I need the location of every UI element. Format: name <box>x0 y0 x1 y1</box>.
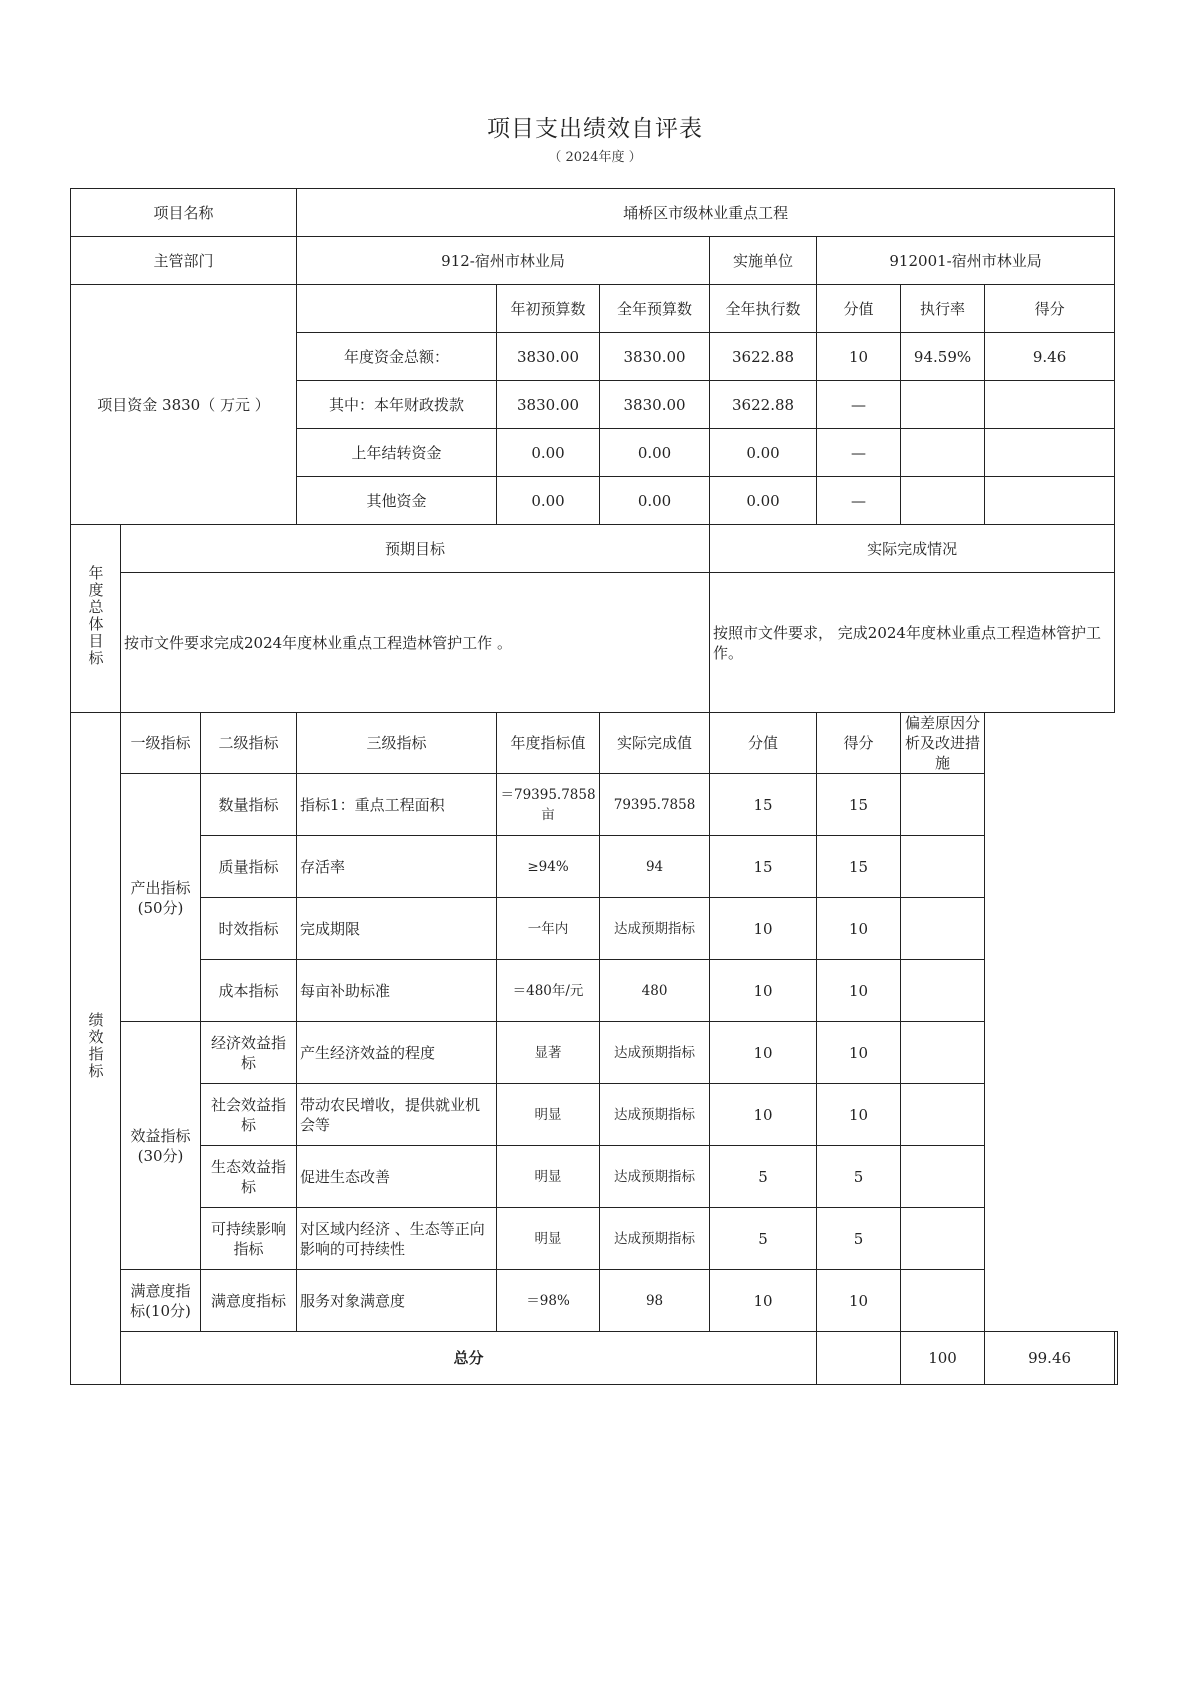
actual-result-header: 实际完成情况 <box>710 525 1115 573</box>
funds-row-rate <box>901 381 985 429</box>
funds-row-score <box>985 429 1115 477</box>
funds-row-executed: 0.00 <box>710 429 817 477</box>
level2: 成本指标 <box>201 960 297 1022</box>
funds-row-initial: 0.00 <box>497 429 600 477</box>
level2: 社会效益指标 <box>201 1084 297 1146</box>
actual: 79395.7858 <box>600 774 710 836</box>
impl-value: 912001-宿州市林业局 <box>817 237 1115 285</box>
indicator-row <box>71 960 1118 1022</box>
level2: 质量指标 <box>201 836 297 898</box>
target: 一年内 <box>497 898 600 960</box>
indicators-header-row <box>71 713 1118 774</box>
document-title: 项目支出绩效自评表 <box>487 116 703 142</box>
level3: 服务对象满意度 <box>297 1270 497 1332</box>
header-level1: 一级指标 <box>121 713 201 774</box>
funds-row-name: 年度资金总额： <box>297 333 497 381</box>
score: 10 <box>817 898 901 960</box>
funds-row-score <box>985 381 1115 429</box>
funds-row-weight: — <box>817 477 901 525</box>
score: 15 <box>817 836 901 898</box>
weight: 10 <box>710 960 817 1022</box>
funds-label: 项目资金 3830（ 万元 ） <box>71 285 297 525</box>
weight: 10 <box>710 898 817 960</box>
funds-row-rate: 94.59% <box>901 333 985 381</box>
indicator-row <box>71 1022 1118 1084</box>
dept-label: 主管部门 <box>71 237 297 285</box>
funds-header-annual: 全年预算数 <box>600 285 710 333</box>
funds-row-annual: 0.00 <box>600 477 710 525</box>
target: ＝79395.7858亩 <box>497 774 600 836</box>
target: 明显 <box>497 1208 600 1270</box>
total-deviation <box>1115 1332 1118 1385</box>
project-name-label: 项目名称 <box>71 189 297 237</box>
total-label: 总分 <box>121 1332 817 1385</box>
funds-row-annual: 0.00 <box>600 429 710 477</box>
funds-row-weight: 10 <box>817 333 901 381</box>
level1-benefit: 效益指标(30分) <box>121 1022 201 1270</box>
funds-row-annual: 3830.00 <box>600 333 710 381</box>
level2: 数量指标 <box>201 774 297 836</box>
score: 5 <box>817 1208 901 1270</box>
funds-row-executed: 3622.88 <box>710 333 817 381</box>
weight: 15 <box>710 836 817 898</box>
goals-content-row <box>71 573 1118 713</box>
score: 10 <box>817 1022 901 1084</box>
score: 10 <box>817 960 901 1022</box>
indicator-row <box>71 898 1118 960</box>
self-evaluation-table <box>70 188 1118 1385</box>
score: 10 <box>817 1084 901 1146</box>
deviation <box>901 1208 985 1270</box>
actual: 480 <box>600 960 710 1022</box>
goals-header-row <box>71 525 1118 573</box>
header-level3: 三级指标 <box>297 713 497 774</box>
funds-row-initial: 3830.00 <box>497 381 600 429</box>
header-target: 年度指标值 <box>497 713 600 774</box>
deviation <box>901 960 985 1022</box>
header-score: 得分 <box>817 713 901 774</box>
indicator-row <box>71 1084 1118 1146</box>
goals-section-label: 年度总体目标 <box>71 525 121 713</box>
funds-row-weight: — <box>817 381 901 429</box>
project-name-value: 埇桥区市级林业重点工程 <box>297 189 1115 237</box>
funds-header-rate: 执行率 <box>901 285 985 333</box>
header-actual: 实际完成值 <box>600 713 710 774</box>
total-actual <box>817 1332 901 1385</box>
score: 15 <box>817 774 901 836</box>
header-weight: 分值 <box>710 713 817 774</box>
level2: 生态效益指标 <box>201 1146 297 1208</box>
actual: 达成预期指标 <box>600 898 710 960</box>
deviation <box>901 1146 985 1208</box>
funds-row-score: 9.46 <box>985 333 1115 381</box>
funds-row-initial: 3830.00 <box>497 333 600 381</box>
indicator-row <box>71 1146 1118 1208</box>
target: 显著 <box>497 1022 600 1084</box>
target: 明显 <box>497 1146 600 1208</box>
funds-row-weight: — <box>817 429 901 477</box>
actual-result-text: 按照市文件要求， 完成2024年度林业重点工程造林管护工作。 <box>710 573 1115 713</box>
funds-header-score: 得分 <box>985 285 1115 333</box>
deviation <box>901 774 985 836</box>
actual: 达成预期指标 <box>600 1146 710 1208</box>
funds-row-rate <box>901 477 985 525</box>
funds-row-annual: 3830.00 <box>600 381 710 429</box>
deviation <box>901 1270 985 1332</box>
level1-satisfaction: 满意度指标(10分) <box>121 1270 201 1332</box>
funds-row-initial: 0.00 <box>497 477 600 525</box>
target: 明显 <box>497 1084 600 1146</box>
dept-value: 912-宿州市林业局 <box>297 237 710 285</box>
level3: 完成期限 <box>297 898 497 960</box>
weight: 15 <box>710 774 817 836</box>
funds-header-executed: 全年执行数 <box>710 285 817 333</box>
total-weight: 100 <box>901 1332 985 1385</box>
deviation <box>901 1084 985 1146</box>
funds-row-name: 上年结转资金 <box>297 429 497 477</box>
department-row <box>71 237 1118 285</box>
actual: 达成预期指标 <box>600 1208 710 1270</box>
funds-header-initial: 年初预算数 <box>497 285 600 333</box>
level3: 每亩补助标准 <box>297 960 497 1022</box>
target: ＝98% <box>497 1270 600 1332</box>
weight: 10 <box>710 1270 817 1332</box>
target: ＝480年/元 <box>497 960 600 1022</box>
deviation <box>901 836 985 898</box>
level3: 对区域内经济 、生态等正向影响的可持续性 <box>297 1208 497 1270</box>
expected-goal-header: 预期目标 <box>121 525 710 573</box>
indicator-row <box>71 1208 1118 1270</box>
funds-row-name: 其他资金 <box>297 477 497 525</box>
weight: 10 <box>710 1022 817 1084</box>
actual: 98 <box>600 1270 710 1332</box>
level3: 产生经济效益的程度 <box>297 1022 497 1084</box>
weight: 10 <box>710 1084 817 1146</box>
funds-header-weight: 分值 <box>817 285 901 333</box>
header-level2: 二级指标 <box>201 713 297 774</box>
deviation <box>901 1022 985 1084</box>
total-row <box>71 1332 1118 1385</box>
score: 10 <box>817 1270 901 1332</box>
funds-row-score <box>985 477 1115 525</box>
level3: 存活率 <box>297 836 497 898</box>
project-name-row <box>71 189 1118 237</box>
indicator-row <box>71 1270 1118 1332</box>
funds-row-rate <box>901 429 985 477</box>
actual: 达成预期指标 <box>600 1084 710 1146</box>
weight: 5 <box>710 1208 817 1270</box>
level3: 指标1：重点工程面积 <box>297 774 497 836</box>
total-score: 99.46 <box>985 1332 1115 1385</box>
impl-label: 实施单位 <box>710 237 817 285</box>
level2: 经济效益指标 <box>201 1022 297 1084</box>
level2: 时效指标 <box>201 898 297 960</box>
level3: 带动农民增收，提供就业机会等 <box>297 1084 497 1146</box>
score: 5 <box>817 1146 901 1208</box>
level3: 促进生态改善 <box>297 1146 497 1208</box>
target: ≥94% <box>497 836 600 898</box>
indicator-row <box>71 774 1118 836</box>
funds-row-executed: 0.00 <box>710 477 817 525</box>
level1-output: 产出指标(50分) <box>121 774 201 1022</box>
funds-row-name: 其中：本年财政拨款 <box>297 381 497 429</box>
expected-goal-text: 按市文件要求完成2024年度林业重点工程造林管护工作 。 <box>121 573 710 713</box>
deviation <box>901 898 985 960</box>
indicator-row <box>71 836 1118 898</box>
actual: 94 <box>600 836 710 898</box>
funds-header-blank <box>297 285 497 333</box>
funds-row-executed: 3622.88 <box>710 381 817 429</box>
level2: 满意度指标 <box>201 1270 297 1332</box>
weight: 5 <box>710 1146 817 1208</box>
level2: 可持续影响指标 <box>201 1208 297 1270</box>
header-deviation: 偏差原因分析及改进措施 <box>901 713 985 774</box>
funds-header-row <box>71 285 1118 333</box>
document-subtitle: （ 2024年度 ） <box>548 150 642 165</box>
indicators-section-label: 绩效指标 <box>71 713 121 1385</box>
actual: 达成预期指标 <box>600 1022 710 1084</box>
